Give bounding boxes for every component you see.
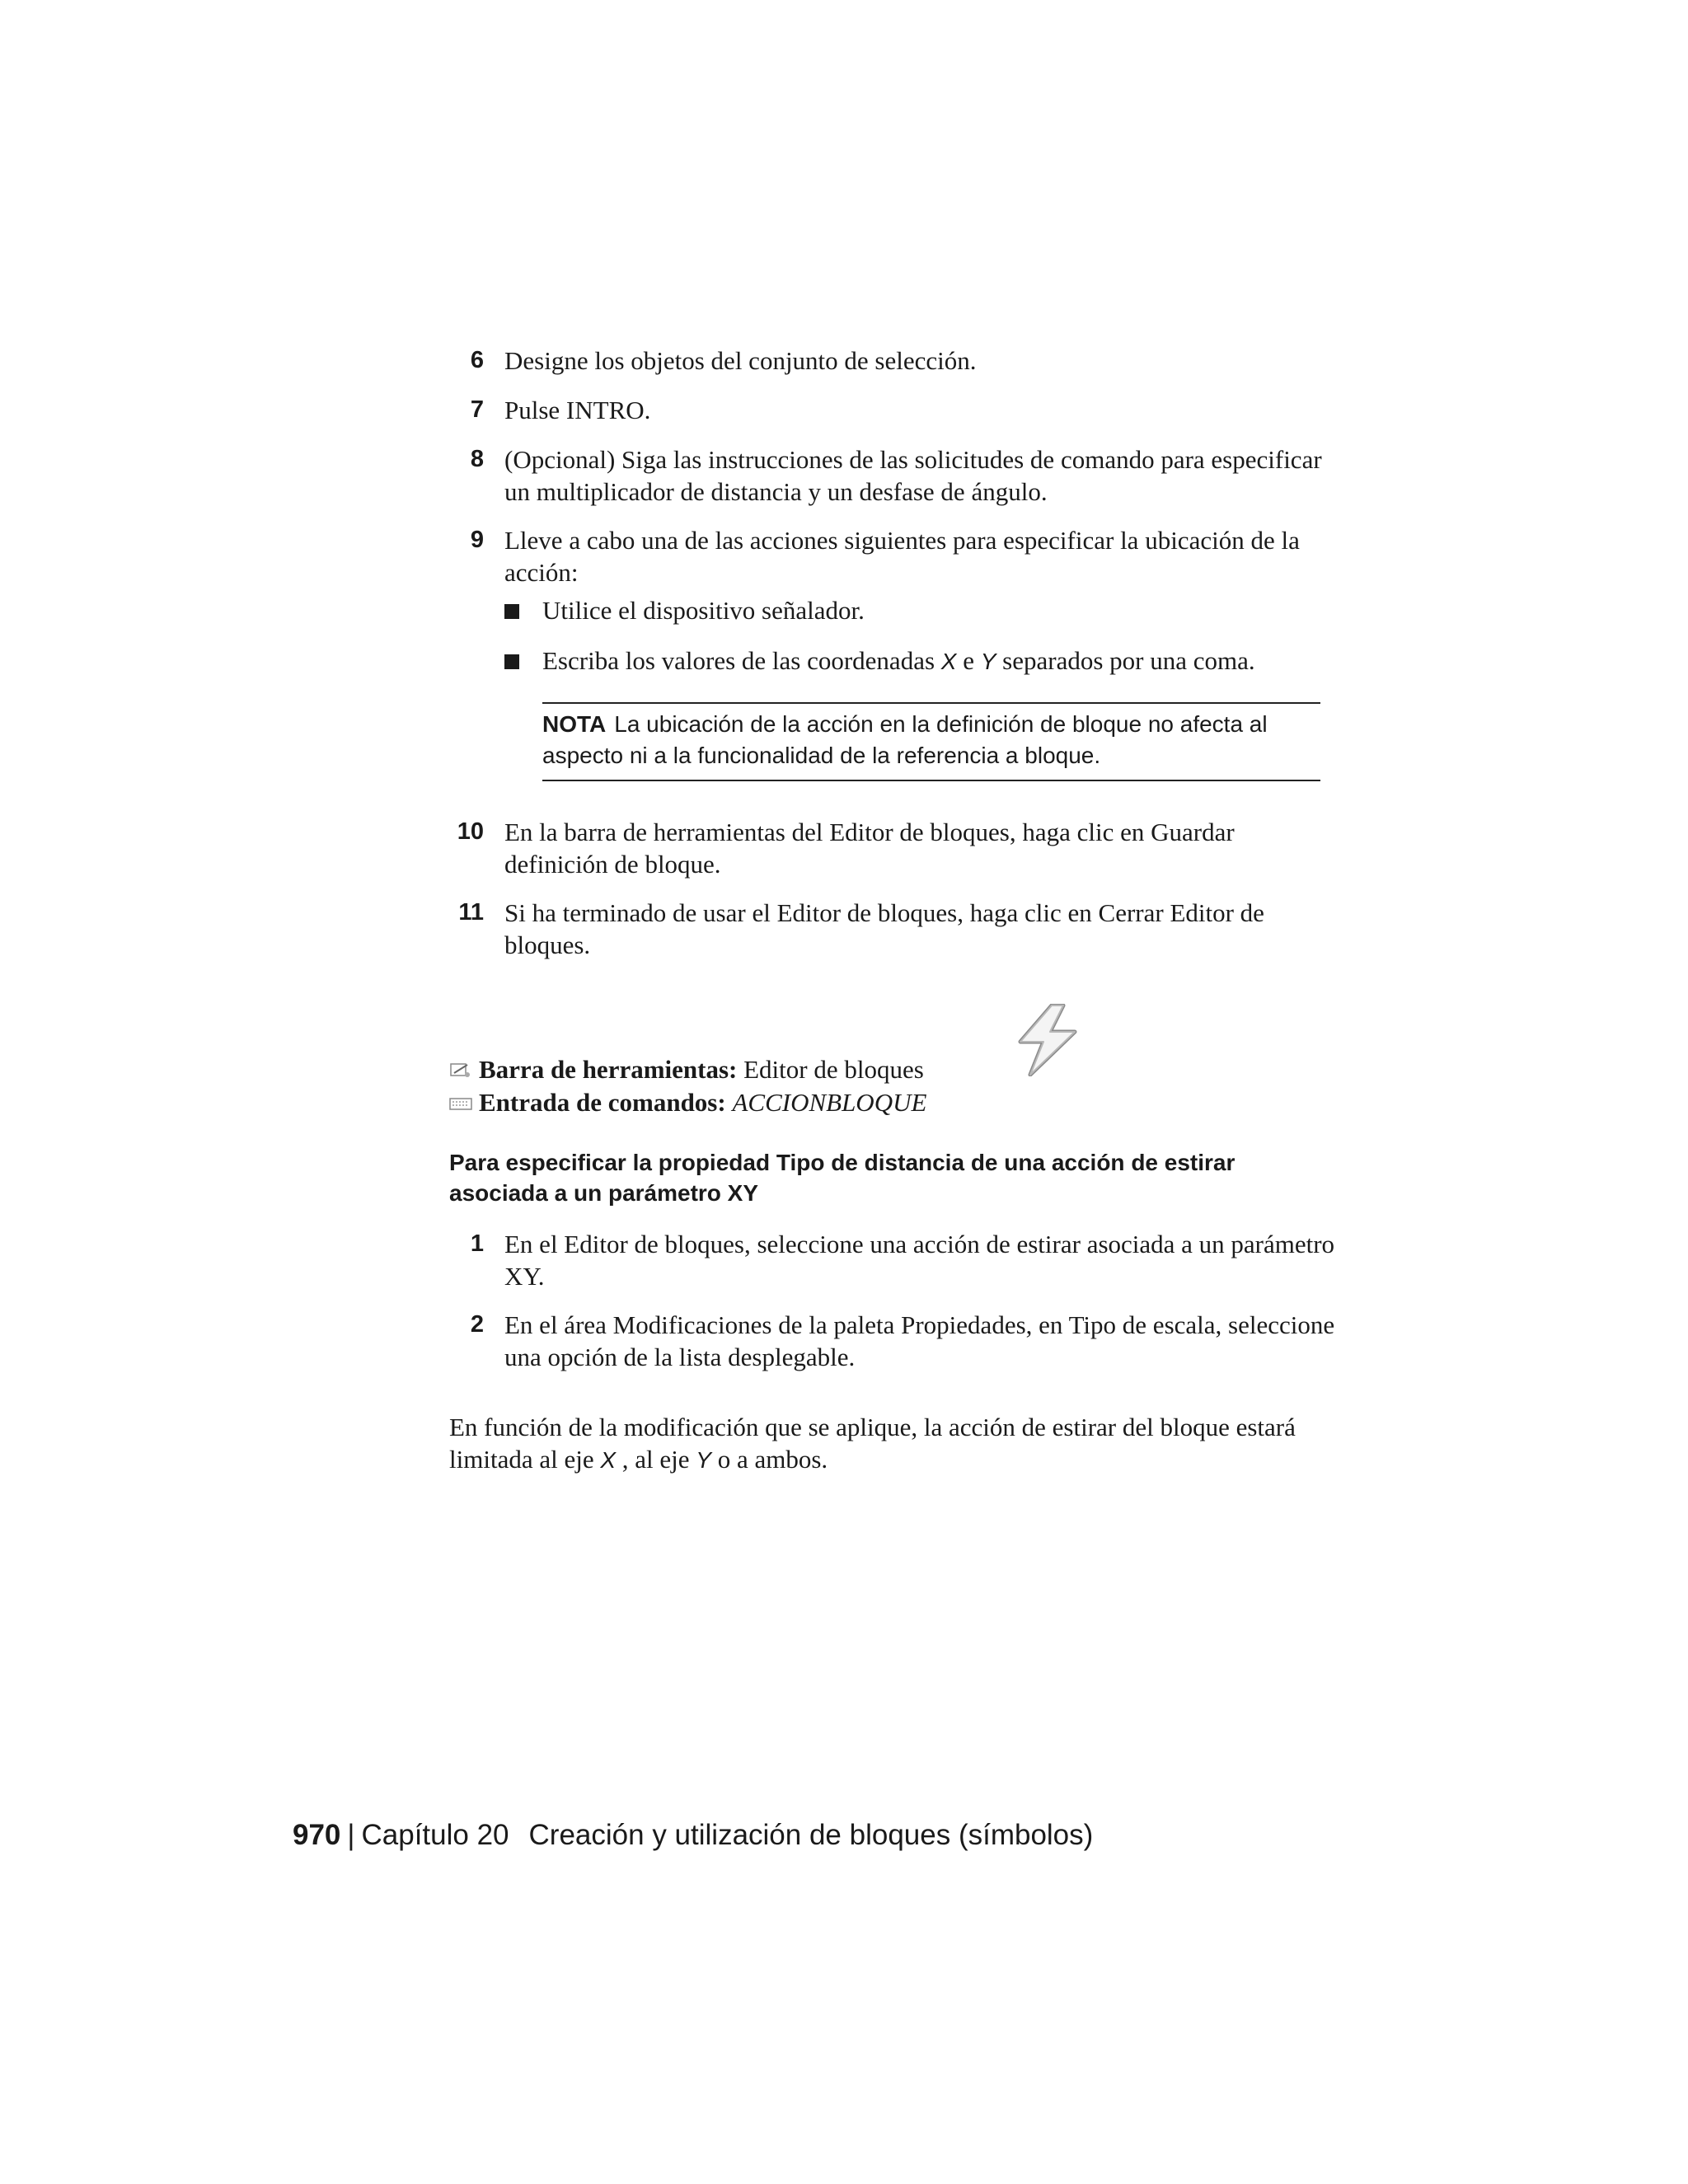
command-reference bbox=[449, 1086, 926, 1118]
step-text: (Opcional) Siga las instrucciones de las solicitudes de comando para especificar un multiplicador de distancia y un desfase de ángulo. bbox=[504, 445, 1322, 506]
step-text: Lleve a cabo una de las acciones siguientes para especificar la ubicación de la acción: bbox=[504, 526, 1300, 587]
step-number: 9 bbox=[470, 527, 484, 553]
toolbar-value: Editor de bloques bbox=[743, 1055, 924, 1084]
bullet-text: Escriba los valores de las coordenadas X e Y separados por una coma. bbox=[542, 646, 1255, 675]
procedure-heading: Para especificar la propiedad Tipo de distancia de una acción de estirar asociada a un parámetro XY bbox=[449, 1150, 1236, 1206]
command-value: ACCIONBLOQUE bbox=[732, 1088, 927, 1117]
step-number: 7 bbox=[470, 396, 484, 423]
page-footer bbox=[293, 1817, 1093, 1854]
lightning-bolt-icon bbox=[1012, 1004, 1081, 1076]
step-text: En el área Modificaciones de la paleta Propiedades, en Tipo de escala, seleccione una opción de la lista desplegable. bbox=[504, 1310, 1335, 1371]
toolbar-label: Barra de herramientas: bbox=[479, 1055, 738, 1084]
page-number: 970 bbox=[293, 1819, 341, 1851]
step-text: Pulse INTRO. bbox=[504, 396, 651, 424]
step-number: 10 bbox=[457, 818, 484, 845]
bullet-text: Utilice el dispositivo señalador. bbox=[542, 596, 865, 625]
step-number: 2 bbox=[470, 1311, 484, 1338]
command-label: Entrada de comandos: bbox=[479, 1088, 726, 1117]
keyboard-icon bbox=[449, 1094, 472, 1113]
step-number: 11 bbox=[458, 899, 484, 926]
step-number: 8 bbox=[470, 446, 484, 472]
square-bullet-icon bbox=[504, 604, 519, 619]
toolbar-icon bbox=[449, 1062, 472, 1080]
step-text: En el Editor de bloques, seleccione una acción de estirar asociada a un parámetro XY. bbox=[504, 1230, 1335, 1291]
toolbar-reference bbox=[449, 1053, 924, 1085]
step-text: En la barra de herramientas del Editor de bloques, haga clic en Guardar definición de bloque. bbox=[504, 818, 1235, 879]
note-box bbox=[542, 702, 1320, 781]
step-text: Si ha terminado de usar el Editor de bloques, haga clic en Cerrar Editor de bloques. bbox=[504, 898, 1264, 959]
step-text: Designe los objetos del conjunto de selección. bbox=[504, 346, 977, 375]
note-text: La ubicación de la acción en la definición de bloque no afecta al aspecto ni a la funcionalidad de la referencia a bloque. bbox=[542, 711, 1268, 768]
square-bullet-icon bbox=[504, 654, 519, 669]
step-number: 6 bbox=[470, 347, 484, 373]
chapter-label: Capítulo 20 bbox=[361, 1819, 509, 1851]
chapter-title: Creación y utilización de bloques (símbolos) bbox=[528, 1819, 1094, 1851]
step-number: 1 bbox=[470, 1230, 484, 1257]
footer-separator: | bbox=[347, 1819, 355, 1851]
closing-paragraph: En función de la modificación que se aplique, la acción de estirar del bloque estará limitada al eje X , al eje Y o a ambos. bbox=[449, 1413, 1296, 1474]
note-label: NOTA bbox=[542, 711, 607, 737]
